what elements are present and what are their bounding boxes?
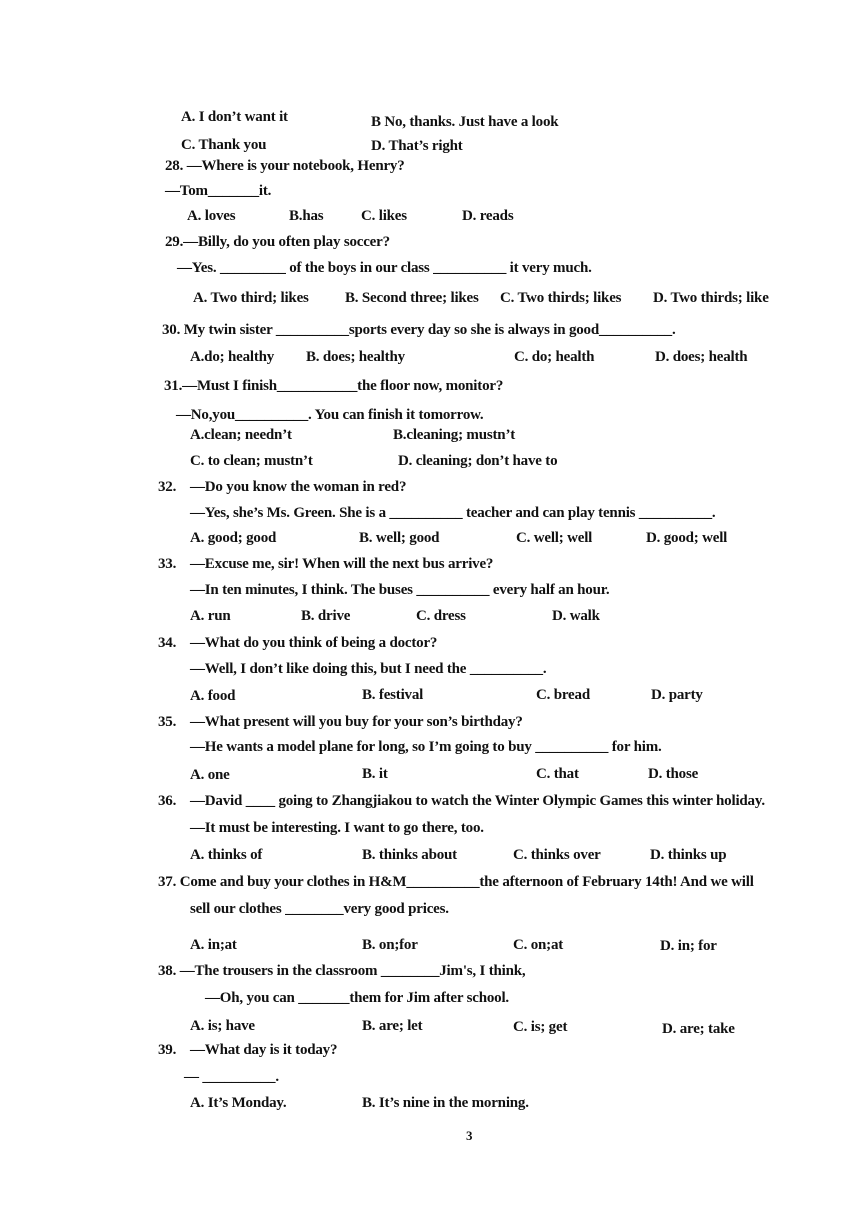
question-28-reply: —Tom_______it. [165, 183, 272, 199]
option-36c: C. thinks over [513, 847, 601, 863]
option-39b: B. It’s nine in the morning. [362, 1095, 529, 1111]
option-34d: D. party [651, 687, 703, 703]
question-37: 37. Come and buy your clothes in H&M__________the afternoon of February 14th! And we will [158, 874, 754, 890]
option-31d: D. cleaning; don’t have to [398, 453, 558, 469]
question-28: 28. —Where is your notebook, Henry? [165, 158, 405, 174]
option-29d: D. Two thirds; like [653, 290, 769, 306]
question-32: —Do you know the woman in red? [190, 479, 407, 495]
option-35d: D. those [648, 766, 699, 782]
option-29c: C. Two thirds; likes [500, 290, 622, 306]
option-36d: D. thinks up [650, 847, 727, 863]
question-39-number: 39. [158, 1042, 177, 1058]
option-28d: D. reads [462, 208, 514, 224]
option-33b: B. drive [301, 608, 351, 624]
option-38a: A. is; have [190, 1018, 255, 1034]
option-30b: B. does; healthy [306, 349, 405, 365]
option-31a: A.clean; needn’t [190, 427, 292, 443]
page-number: 3 [466, 1128, 473, 1143]
option-35a: A. one [190, 767, 230, 783]
question-39: —What day is it today? [190, 1042, 338, 1058]
option-37a: A. in;at [190, 937, 237, 953]
option-33c: C. dress [416, 608, 466, 624]
question-38-reply: —Oh, you can _______them for Jim after school. [205, 990, 509, 1006]
question-30: 30. My twin sister __________sports every day so she is always in good__________. [162, 322, 676, 338]
option-38d: D. are; take [662, 1021, 735, 1037]
option-36b: B. thinks about [362, 847, 457, 863]
question-35-number: 35. [158, 714, 177, 730]
question-35-reply: —He wants a model plane for long, so I’m going to buy __________ for him. [190, 739, 662, 755]
question-32-number: 32. [158, 479, 177, 495]
option-30c: C. do; health [514, 349, 595, 365]
question-34: —What do you think of being a doctor? [190, 635, 438, 651]
option-38c: C. is; get [513, 1019, 568, 1035]
question-31: 31.—Must I finish___________the floor now, monitor? [164, 378, 504, 394]
option-32d: D. good; well [646, 530, 728, 546]
option-28c: C. likes [361, 208, 407, 224]
option-29a: A. Two third; likes [193, 290, 309, 306]
question-37-continued: sell our clothes ________very good prices. [190, 901, 449, 917]
option-38b: B. are; let [362, 1018, 423, 1034]
option-35b: B. it [362, 766, 388, 782]
question-33-number: 33. [158, 556, 177, 572]
question-31-reply: —No,you__________. You can finish it tomorrow. [176, 407, 484, 423]
option-32c: C. well; well [516, 530, 593, 546]
option-34a: A. food [190, 688, 236, 704]
question-34-number: 34. [158, 635, 177, 651]
question-33-reply: —In ten minutes, I think. The buses __________ every half an hour. [190, 582, 610, 598]
question-38: 38. —The trousers in the classroom ________Jim's, I think, [158, 963, 526, 979]
option-32b: B. well; good [359, 530, 440, 546]
option-27a: A. I don’t want it [181, 109, 288, 125]
question-34-reply: —Well, I don’t like doing this, but I need the __________. [190, 661, 547, 677]
question-36-number: 36. [158, 793, 177, 809]
question-33: —Excuse me, sir! When will the next bus arrive? [190, 556, 494, 572]
option-39a: A. It’s Monday. [190, 1095, 287, 1111]
option-37d: D. in; for [660, 938, 717, 954]
question-29: 29.—Billy, do you often play soccer? [165, 234, 390, 250]
option-31c: C. to clean; mustn’t [190, 453, 313, 469]
option-34c: C. bread [536, 687, 590, 703]
option-28a: A. loves [187, 208, 236, 224]
option-35c: C. that [536, 766, 579, 782]
option-31b: B.cleaning; mustn’t [393, 427, 516, 443]
option-36a: A. thinks of [190, 847, 263, 863]
option-37c: C. on;at [513, 937, 564, 953]
option-32a: A. good; good [190, 530, 277, 546]
option-27c: C. Thank you [181, 137, 267, 153]
option-27b: B No, thanks. Just have a look [371, 114, 559, 130]
question-32-reply: —Yes, she’s Ms. Green. She is a __________ teacher and can play tennis __________. [190, 505, 716, 521]
option-33d: D. walk [552, 608, 600, 624]
question-29-reply: —Yes. _________ of the boys in our class __________ it very much. [177, 260, 592, 276]
option-34b: B. festival [362, 687, 424, 703]
option-29b: B. Second three; likes [345, 290, 479, 306]
option-33a: A. run [190, 608, 231, 624]
option-37b: B. on;for [362, 937, 418, 953]
question-36-reply: —It must be interesting. I want to go there, too. [190, 820, 484, 836]
option-28b: B.has [289, 208, 324, 224]
option-30a: A.do; healthy [190, 349, 275, 365]
question-36: —David ____ going to Zhangjiakou to watch the Winter Olympic Games this winter holiday. [190, 793, 765, 809]
question-35: —What present will you buy for your son’s birthday? [190, 714, 523, 730]
question-39-reply: — __________. [184, 1069, 279, 1085]
option-27d: D. That’s right [371, 138, 463, 154]
option-30d: D. does; health [655, 349, 748, 365]
